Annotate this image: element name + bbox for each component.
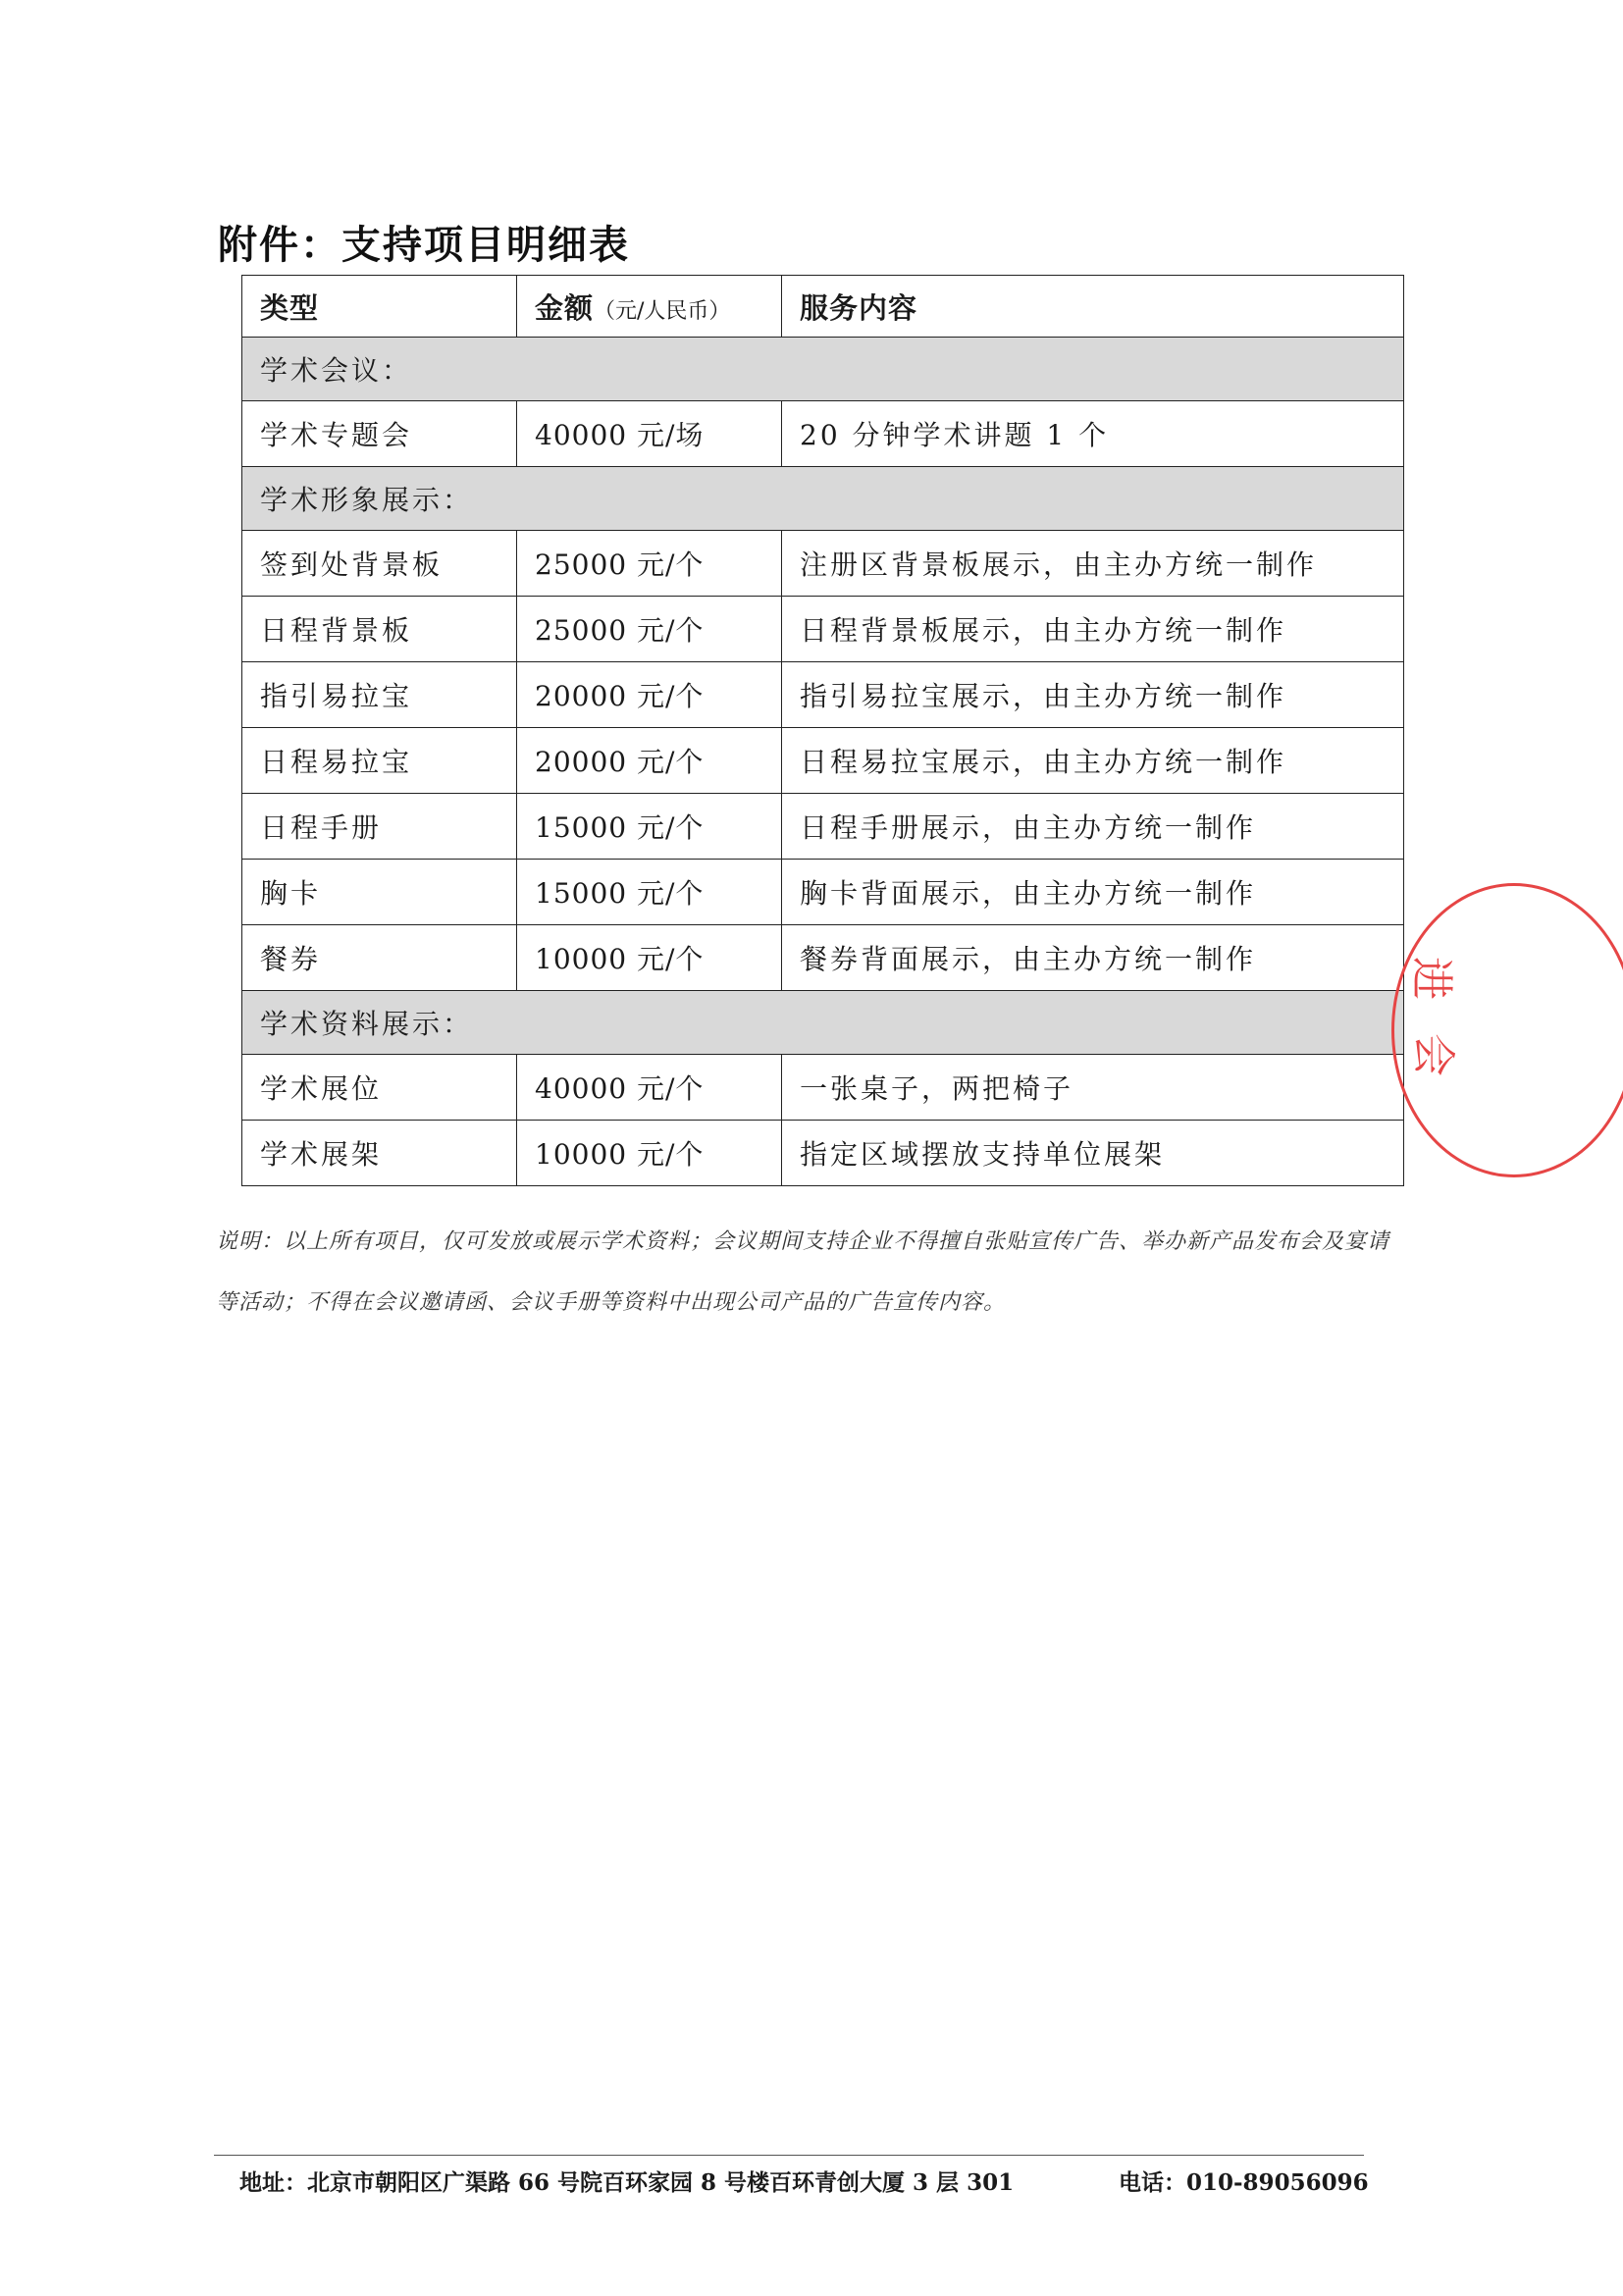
item-type: 学术展位 bbox=[242, 1055, 517, 1121]
header-amount bbox=[517, 276, 782, 338]
item-service: 日程手册展示，由主办方统一制作 bbox=[782, 794, 1404, 860]
footer-address: 地址：北京市朝阳区广渠路 66 号院百环家园 8 号楼百环青创大厦 3 层 301 bbox=[239, 2169, 1015, 2196]
section-title: 学术资料展示： bbox=[242, 991, 1404, 1055]
table-row bbox=[242, 597, 1404, 662]
footer-phone: 电话：010-89056096 bbox=[1119, 2169, 1369, 2196]
item-type: 学术展架 bbox=[242, 1121, 517, 1186]
table-row bbox=[242, 1055, 1404, 1121]
item-amount: 40000 元/个 bbox=[517, 1055, 782, 1121]
table-header-row bbox=[242, 276, 1404, 338]
item-service: 胸卡背面展示，由主办方统一制作 bbox=[782, 860, 1404, 925]
item-service: 日程易拉宝展示，由主办方统一制作 bbox=[782, 728, 1404, 794]
section-row bbox=[242, 467, 1404, 531]
stamp-char: 会 bbox=[1408, 1033, 1458, 1076]
item-amount: 10000 元/个 bbox=[517, 925, 782, 991]
item-type: 日程背景板 bbox=[242, 597, 517, 662]
support-items-table bbox=[241, 275, 1404, 1186]
table-row bbox=[242, 925, 1404, 991]
item-amount: 15000 元/个 bbox=[517, 860, 782, 925]
header-amount-unit: （元/人民币） bbox=[594, 298, 731, 324]
section-title: 学术形象展示： bbox=[242, 467, 1404, 531]
item-service: 注册区背景板展示，由主办方统一制作 bbox=[782, 531, 1404, 597]
item-service: 一张桌子，两把椅子 bbox=[782, 1055, 1404, 1121]
item-amount: 20000 元/个 bbox=[517, 728, 782, 794]
table-row bbox=[242, 860, 1404, 925]
header-amount-label: 金额 bbox=[535, 290, 595, 325]
item-amount: 25000 元/个 bbox=[517, 531, 782, 597]
table-row bbox=[242, 401, 1404, 467]
item-type: 日程易拉宝 bbox=[242, 728, 517, 794]
section-row bbox=[242, 338, 1404, 401]
item-amount: 10000 元/个 bbox=[517, 1121, 782, 1186]
stamp-char: 进 bbox=[1406, 957, 1456, 1000]
item-type: 日程手册 bbox=[242, 794, 517, 860]
item-service: 20 分钟学术讲题 1 个 bbox=[782, 401, 1404, 467]
item-amount: 40000 元/场 bbox=[517, 401, 782, 467]
item-amount: 15000 元/个 bbox=[517, 794, 782, 860]
header-service: 服务内容 bbox=[782, 276, 1404, 338]
table-row bbox=[242, 662, 1404, 728]
section-row bbox=[242, 991, 1404, 1055]
item-type: 胸卡 bbox=[242, 860, 517, 925]
item-service: 指定区域摆放支持单位展架 bbox=[782, 1121, 1404, 1186]
table-row bbox=[242, 794, 1404, 860]
item-service: 餐券背面展示，由主办方统一制作 bbox=[782, 925, 1404, 991]
item-type: 签到处背景板 bbox=[242, 531, 517, 597]
page-title: 附件：支持项目明细表 bbox=[218, 223, 630, 268]
header-type: 类型 bbox=[242, 276, 517, 338]
table-row bbox=[242, 1121, 1404, 1186]
item-service: 指引易拉宝展示，由主办方统一制作 bbox=[782, 662, 1404, 728]
item-type: 指引易拉宝 bbox=[242, 662, 517, 728]
item-service: 日程背景板展示，由主办方统一制作 bbox=[782, 597, 1404, 662]
section-title: 学术会议： bbox=[242, 338, 1404, 401]
table-row bbox=[242, 728, 1404, 794]
table-row bbox=[242, 531, 1404, 597]
item-type: 餐券 bbox=[242, 925, 517, 991]
item-amount: 25000 元/个 bbox=[517, 597, 782, 662]
item-type: 学术专题会 bbox=[242, 401, 517, 467]
table-note: 说明：以上所有项目，仅可发放或展示学术资料；会议期间支持企业不得擅自张贴宣传广告、举办新产品发布会及宴请等活动；不得在会议邀请函、会议手册等资料中出现公司产品的广告宣传内容。 bbox=[216, 1229, 1390, 1315]
red-seal-stamp bbox=[1391, 883, 1623, 1177]
item-amount: 20000 元/个 bbox=[517, 662, 782, 728]
footer-divider bbox=[214, 2155, 1364, 2156]
